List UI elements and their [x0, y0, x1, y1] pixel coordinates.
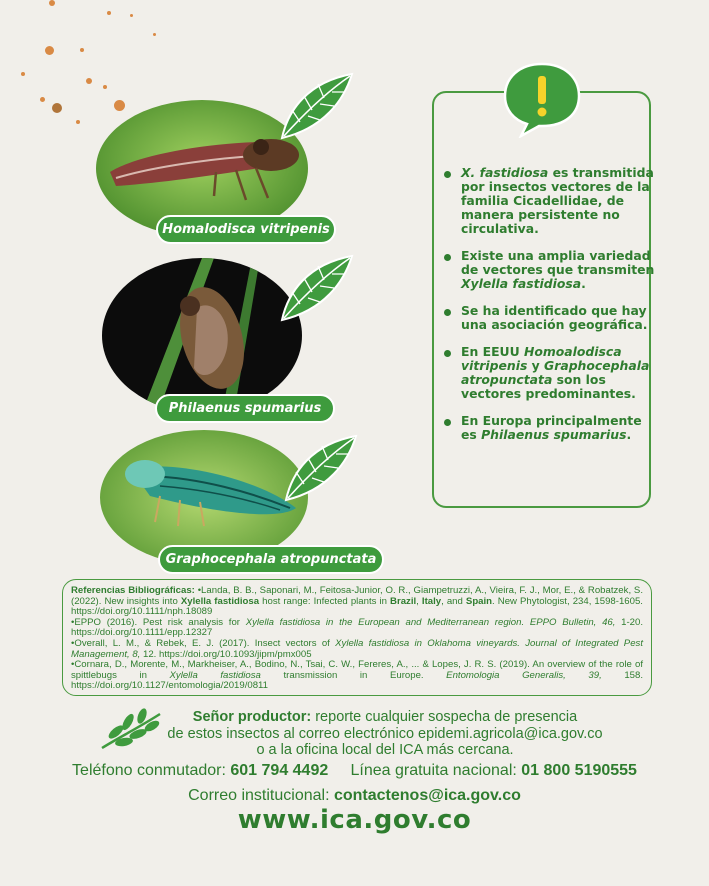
info-bullets: [443, 166, 658, 455]
decorative-dot: [76, 120, 80, 124]
contact-email-link[interactable]: contactenos@ica.gov.co: [333, 787, 521, 804]
phone-number[interactable]: 601 794 4492: [230, 762, 329, 779]
decorative-dot: [49, 0, 55, 6]
insect-label-graphocephala: Graphocephala atropunctata: [158, 545, 384, 574]
decorative-dot: [52, 103, 62, 113]
website-link[interactable]: www.ica.gov.co: [237, 805, 472, 835]
phone-line: Teléfono conmutador: 601 794 4492 Línea gratuita nacional: 01 800 5190555: [72, 762, 637, 779]
reference-3: •Overall, L. M., & Rebek, E. J. (2017). Insect vectors of Xylella fastidiosa in Oklahoma vineyards. Journal of Integrated Pest Management, 8, 12. https://doi.org/10.1093/jipm/pmx005: [71, 637, 643, 660]
decorative-dot: [114, 100, 125, 111]
bullet-item: Se ha identificado que hay una asociación geográfica.: [443, 304, 658, 332]
decorative-dot: [86, 78, 92, 84]
reference-2: •EPPO (2016). Pest risk analysis for Xylella fastidiosa in the European and Mediterranean region. EPPO Bulletin, 46, 1-20. https://doi.org/10.1111/epp.12327: [71, 616, 643, 639]
reference-4: •Cornara, D., Morente, M., Markheiser, A., Bodino, N., Tsai, C. W., Fereres, A., ... & Lopes, J. R. S. (2019). An overview of the role of spittlebugs in Xylella fastidiosa transmission in Europe. Entomologia Generalis, 39, 158. https://doi.org/10.1127/entomologia/2019/0811: [71, 659, 644, 692]
insect-label-homalodisca: Homalodisca vitripenis: [156, 215, 336, 244]
bullet-item: Existe una amplia variedad de vectores que transmiten Xylella fastidiosa.: [443, 249, 658, 291]
references-box: [62, 579, 652, 696]
decorative-dot: [107, 11, 111, 15]
decorative-dot: [153, 33, 156, 36]
bullet-item: En EEUU Homoalodisca vitripenis y Graphocephala atropunctata son los vectores predominantes.: [443, 345, 658, 401]
free-line-number[interactable]: 01 800 5190555: [521, 762, 637, 779]
bullet-item: En Europa principalmente es Philaenus spumarius.: [443, 414, 658, 442]
exclamation-icon: [499, 60, 585, 138]
insect-photo-philaenus: [102, 258, 302, 413]
insect-label-philaenus: Philaenus spumarius: [155, 394, 335, 423]
decorative-dot: [130, 14, 133, 17]
mail-line: Correo institucional: contactenos@ica.gov.co: [188, 787, 521, 804]
bullet-item: X. fastidiosa es transmitida por insectos vectores de la familia Cicadellidae, de manera persistente no circulativa.: [443, 166, 658, 236]
decorative-dot: [40, 97, 45, 102]
reference-1: Referencias Bibliográficas: •Landa, B. B., Saponari, M., Feitosa-Junior, O. R., Giampetruzzi, A., Vieira, F. J., Mor, E., & Robatzek, S. (2022). New insights into Xylella fastidiosa host range: Infected plants in Brazil, Italy, and Spain. New Phytologist, 234, 1598-1605. https://doi.org/10.1111/nph.18089: [71, 585, 643, 618]
decorative-dot: [103, 85, 107, 89]
leaf-icon: [278, 252, 356, 324]
decorative-dot: [80, 48, 84, 52]
leaf-icon: [282, 432, 360, 504]
producer-notice: Señor productor: reporte cualquier sospecha de presencia de estos insectos al correo electrónico epidemi.agricola@ica.gov.co o a la oficina local del ICA más cercana.: [167, 709, 603, 758]
decorative-dot: [21, 72, 25, 76]
decorative-dot: [45, 46, 54, 55]
leaf-icon: [278, 70, 356, 142]
